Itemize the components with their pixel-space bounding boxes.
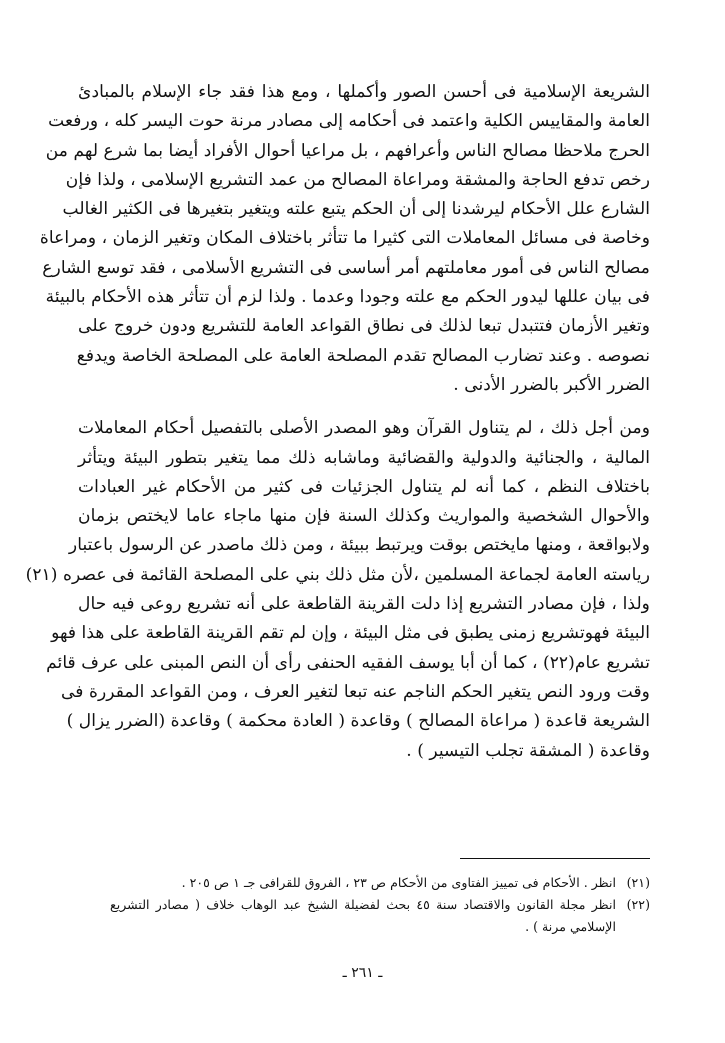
footnote-text — [110, 894, 616, 938]
footnote-22 — [110, 894, 650, 938]
text-line: رخص تدفع الحاجة والمشقة ومراعاة المصالح من عمد التشريع الإسلامى ، ولذا فإن — [65, 169, 650, 190]
text-line: وتغير الأزمان فتتبدل تبعا لذلك فى نطاق القواعد العامة للتشريع ودون خروج على — [78, 316, 650, 337]
text-line: الشارع علل الأحكام ليرشدنا إلى أن الحكم يتبع علته ويتغير بتغيرها فى الكثير الغالب — [62, 199, 650, 220]
text-line: مصالح الناس فى أمور معاملتهم أمر أساسى فى التشريع الأسلامى ، فقد توسع الشارع — [42, 257, 650, 278]
text-line: الشريعة الإسلامية فى أحسن الصور وأكملها ، ومع هذا فقد جاء الإسلام بالمبادئ — [78, 82, 650, 102]
text-line: رياسته العامة لجماعة المسلمين ،لأن مثل ذلك بني على المصلحة القائمة فى عصره (٢١) — [25, 564, 650, 585]
text-line: فى بيان عللها ليدور الحكم مع علته وجودا وعدما . ولذا لزم أن تتأثر هذه الأحكام بالبيئة — [45, 287, 650, 308]
footnote-line: انظر مجلة القانون والاقتصاد سنة ٤٥ بحث لفضيلة الشيخ عبد الوهاب خلاف ( مصادر التشريع — [110, 897, 616, 912]
text-line: باختلاف النظم ، كما أنه لم يتناول الجزئيات فى كثير من الأحكام غير العبادات — [78, 476, 650, 497]
text-line: ولذا ، فإن مصادر التشريع إذا دلت القرينة القاطعة على أنه تشريع روعى فيه حال — [78, 594, 650, 615]
text-line: العامة والمقاييس الكلية واعتمد فى أحكامه إلى مصادر مرنة حوت اليسر كله ، ورفعت — [48, 111, 650, 132]
footnote-divider — [460, 858, 650, 859]
paragraph-2 — [25, 414, 650, 766]
text-line: ومن أجل ذلك ، لم يتناول القرآن وهو المصدر الأصلى بالتفصيل أحكام المعاملات — [78, 418, 650, 439]
text-line: وخاصة فى مسائل المعاملات التى كثيرا ما تتأثر باختلاف المكان وتغير الزمان ، ومراعاة — [39, 228, 650, 249]
text-line: ولابواقعة ، ومنها مايختص بوقت ويرتبط ببيئة ، ومن ذلك ماصدر عن الرسول باعتبار — [68, 535, 650, 556]
text-line: وقاعدة ( المشقة تجلب التيسير ) . — [406, 740, 650, 761]
footnote-21 — [110, 872, 650, 894]
footnote-text — [110, 872, 616, 894]
text-line: الحرج ملاحظا مصالح الناس وأعرافهم ، بل مراعيا أحوال الأفراد أيضا بما شرع لهم من — [45, 140, 650, 161]
text-line: والأحوال الشخصية والمواريث وكذلك السنة فإن منها ماجاء عاما لايختص بزمان — [78, 506, 650, 527]
text-line: تشريع عام(٢٢) ، كما أن أبا يوسف الفقيه الحنفى رأى أن النص المبنى على عرف قائم — [46, 652, 650, 673]
footnote-number: (٢١) — [626, 875, 650, 890]
text-line: المالية ، والجنائية والدولية والقضائية وماشابه ذلك مما يتغير بتطور البيئة ويتأثر — [78, 447, 650, 468]
footnote-line: انظر . الأحكام فى تمييز الفتاوى من الأحكام ص ٢٣ ، الفروق للقرافى جـ ١ ص ٢٠٥ . — [181, 875, 616, 890]
text-line: نصوصه . وعند تضارب المصالح تقدم المصلحة العامة على المصلحة الخاصة ويدفع — [76, 345, 650, 366]
footnotes — [110, 872, 650, 938]
footnote-line: الإسلامي مرنة ) . — [525, 919, 616, 934]
text-line: الضرر الأكبر بالضرر الأدنى . — [453, 374, 650, 395]
text-line: وقت ورود النص يتغير الحكم الناجم عنه تبعا لتغير العرف ، ومن القواعد المقررة فى — [60, 681, 650, 702]
text-line: البيئة فهوتشريع زمنى يطبق فى مثل البيئة ، وإن لم تقم القرينة القاطعة على هذا فهو — [51, 623, 650, 644]
main-text — [25, 78, 650, 766]
text-line: الشريعة قاعدة ( مراعاة المصالح ) وقاعدة ( العادة محكمة ) وقاعدة (الضرر يزال ) — [66, 711, 650, 732]
paragraph-1 — [39, 78, 650, 400]
page-number: ـ ٢٦١ ـ — [342, 965, 383, 981]
footnote-number: (٢٢) — [626, 897, 650, 912]
